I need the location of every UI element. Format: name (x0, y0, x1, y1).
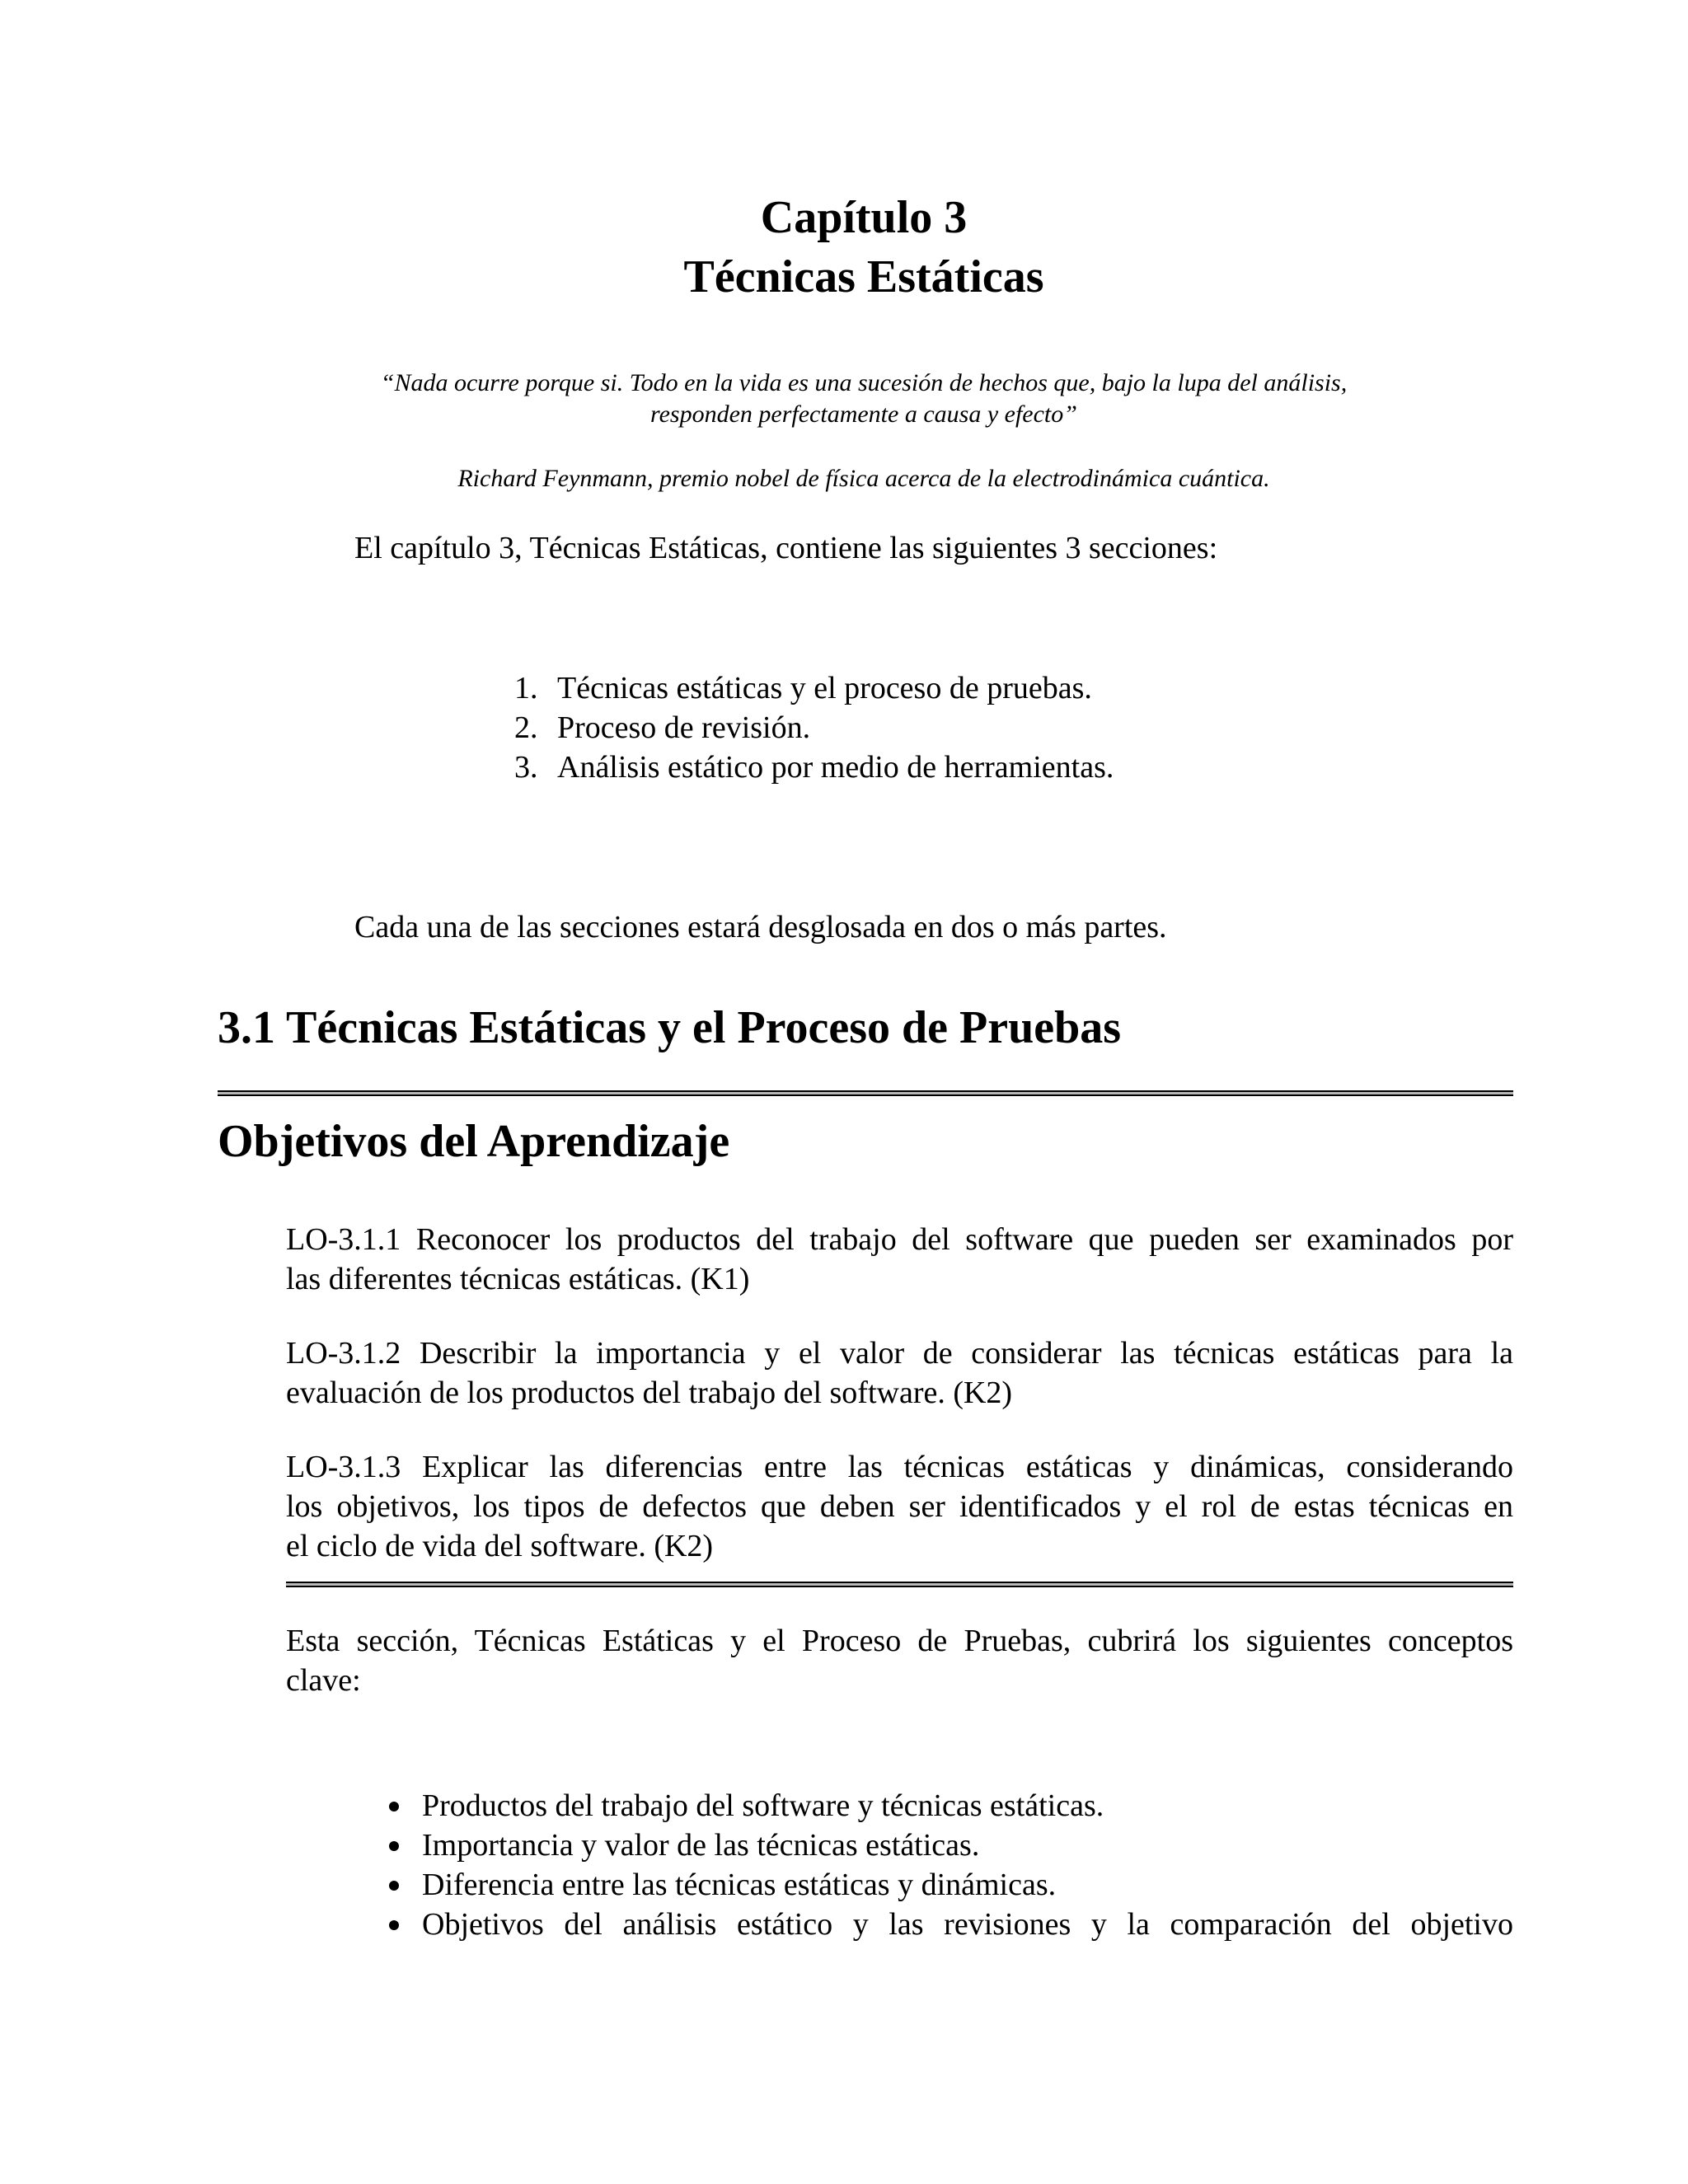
list-number: 3. (514, 750, 538, 785)
bullet-text: Objetivos del análisis estático y las revisiones y la comparación del objetivo (422, 1907, 1513, 1942)
objective-lo-3-1-1-line-2: las diferentes técnicas estáticas. (K1) (286, 1262, 750, 1296)
objectives-heading: Objetivos del Aprendizaje (218, 1116, 730, 1167)
objective-lo-3-1-2-line-2: evaluación de los productos del trabajo del software. (K2) (286, 1376, 1013, 1410)
bullet-text: Importancia y valor de las técnicas estáticas. (422, 1828, 980, 1863)
concepts-intro-line-2: clave: (286, 1663, 361, 1698)
list-text: Técnicas estáticas y el proceso de pruebas. (557, 671, 1092, 705)
bullet-icon (389, 1920, 399, 1930)
objective-lo-3-1-1-line-1: LO-3.1.1 Reconocer los productos del trabajo del software que pueden ser examinados por (286, 1222, 1513, 1257)
epigraph-quote-line-2: responden perfectamente a causa y efecto” (650, 401, 1077, 428)
section-list-item (514, 748, 1114, 787)
chapter-number: Capítulo 3 (760, 192, 968, 243)
list-text: Análisis estático por medio de herramientas. (557, 750, 1114, 785)
objective-lo-3-1-3-line-3: el ciclo de vida del software. (K2) (286, 1529, 714, 1563)
bullet-icon (389, 1841, 399, 1851)
concept-bullet-item (389, 1786, 1104, 1825)
section-heading: 3.1 Técnicas Estáticas y el Proceso de Pruebas (218, 1002, 1122, 1053)
concept-bullet-item (389, 1905, 1513, 1944)
section-list-item (514, 708, 810, 748)
bullet-icon (389, 1802, 399, 1811)
section-divider (218, 1090, 1513, 1096)
bullet-icon (389, 1881, 399, 1891)
bullet-text: Diferencia entre las técnicas estáticas y dinámicas. (422, 1868, 1057, 1902)
intro-text: El capítulo 3, Técnicas Estáticas, contiene las siguientes 3 secciones: (354, 531, 1218, 565)
epigraph-quote-line-1: “Nada ocurre porque si. Todo en la vida es una sucesión de hechos que, bajo la lupa del análisis, (380, 369, 1348, 396)
objective-lo-3-1-3-line-2: los objetivos, los tipos de defectos que deben ser identificados y el rol de estas técnicas en (286, 1489, 1513, 1524)
list-number: 1. (514, 671, 538, 705)
intro-closing: Cada una de las secciones estará desglosada en dos o más partes. (354, 910, 1167, 944)
epigraph-attribution: Richard Feynmann, premio nobel de física acerca de la electrodinámica cuántica. (457, 465, 1270, 492)
list-number: 2. (514, 710, 538, 745)
list-text: Proceso de revisión. (557, 710, 811, 745)
concepts-intro-line-1: Esta sección, Técnicas Estáticas y el Proceso de Pruebas, cubrirá los siguientes conceptos (286, 1624, 1513, 1658)
concept-bullet-item (389, 1865, 1056, 1905)
objective-lo-3-1-2-line-1: LO-3.1.2 Describir la importancia y el valor de considerar las técnicas estáticas para la (286, 1336, 1513, 1371)
chapter-title: Técnicas Estáticas (683, 251, 1044, 302)
section-list-item (514, 668, 1092, 708)
bullet-text: Productos del trabajo del software y técnicas estáticas. (422, 1788, 1104, 1823)
objectives-divider (286, 1582, 1513, 1587)
concept-bullet-item (389, 1825, 979, 1865)
objective-lo-3-1-3-line-1: LO-3.1.3 Explicar las diferencias entre las técnicas estáticas y dinámicas, considerando (286, 1450, 1513, 1484)
